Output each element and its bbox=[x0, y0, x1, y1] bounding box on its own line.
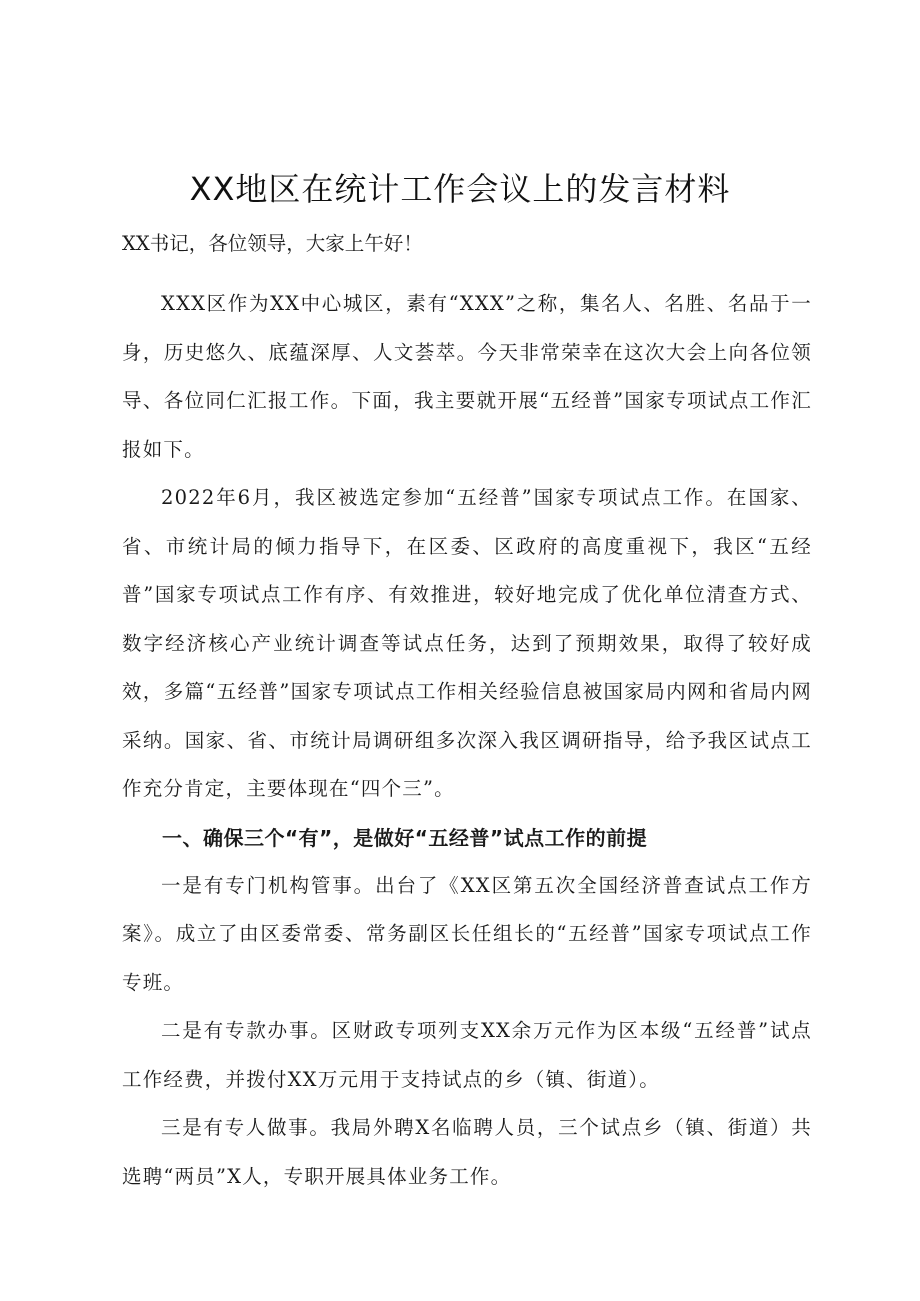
document-body bbox=[122, 222, 812, 1201]
background-paragraph: 2022年6月，我区被选定参加“五经普”国家专项试点工作。在国家、省、市统计局的倾力指导下，在区委、区政府的高度重视下，我区“五经普”国家专项试点工作有序、有效推进，较好地完成了优化单位清查方式、数字经济核心产业统计调查等试点任务，达到了预期效果，取得了较好成效，多篇“五经普”国家专项试点工作相关经验信息被国家局内网和省局内网采纳。国家、省、市统计局调研组多次深入我区调研指导，给予我区试点工作充分肯定，主要体现在“四个三”。 bbox=[122, 486, 812, 800]
section-paragraph-organization: 一是有专门机构管事。出台了《XX区第五次全国经济普查试点工作方案》。成立了由区委常委、常务副区长任组长的“五经普”国家专项试点工作专班。 bbox=[122, 873, 812, 994]
section-heading: 一、确保三个“有”，是做好“五经普”试点工作的前提 bbox=[162, 825, 648, 850]
intro-paragraph: XXX区作为XX中心城区，素有“XXX”之称，集名人、名胜、名品于一身，历史悠久、底蕴深厚、人文荟萃。今天非常荣幸在这次大会上向各位领导、各位同仁汇报工作。下面，我主要就开展“五经普”国家专项试点工作汇报如下。 bbox=[122, 292, 812, 461]
salutation: XX书记，各位领导，大家上午好！ bbox=[122, 232, 423, 255]
section-paragraph-staffing: 三是有专人做事。我局外聘X名临聘人员，三个试点乡（镇、街道）共选聘“两员”X人，专职开展具体业务工作。 bbox=[122, 1116, 812, 1188]
section-paragraph-funding: 二是有专款办事。区财政专项列支XX余万元作为区本级“五经普”试点工作经费，并拨付XX万元用于支持试点的乡（镇、街道）。 bbox=[122, 1019, 812, 1091]
document-title: XX地区在统计工作会议上的发言材料 bbox=[189, 170, 731, 208]
